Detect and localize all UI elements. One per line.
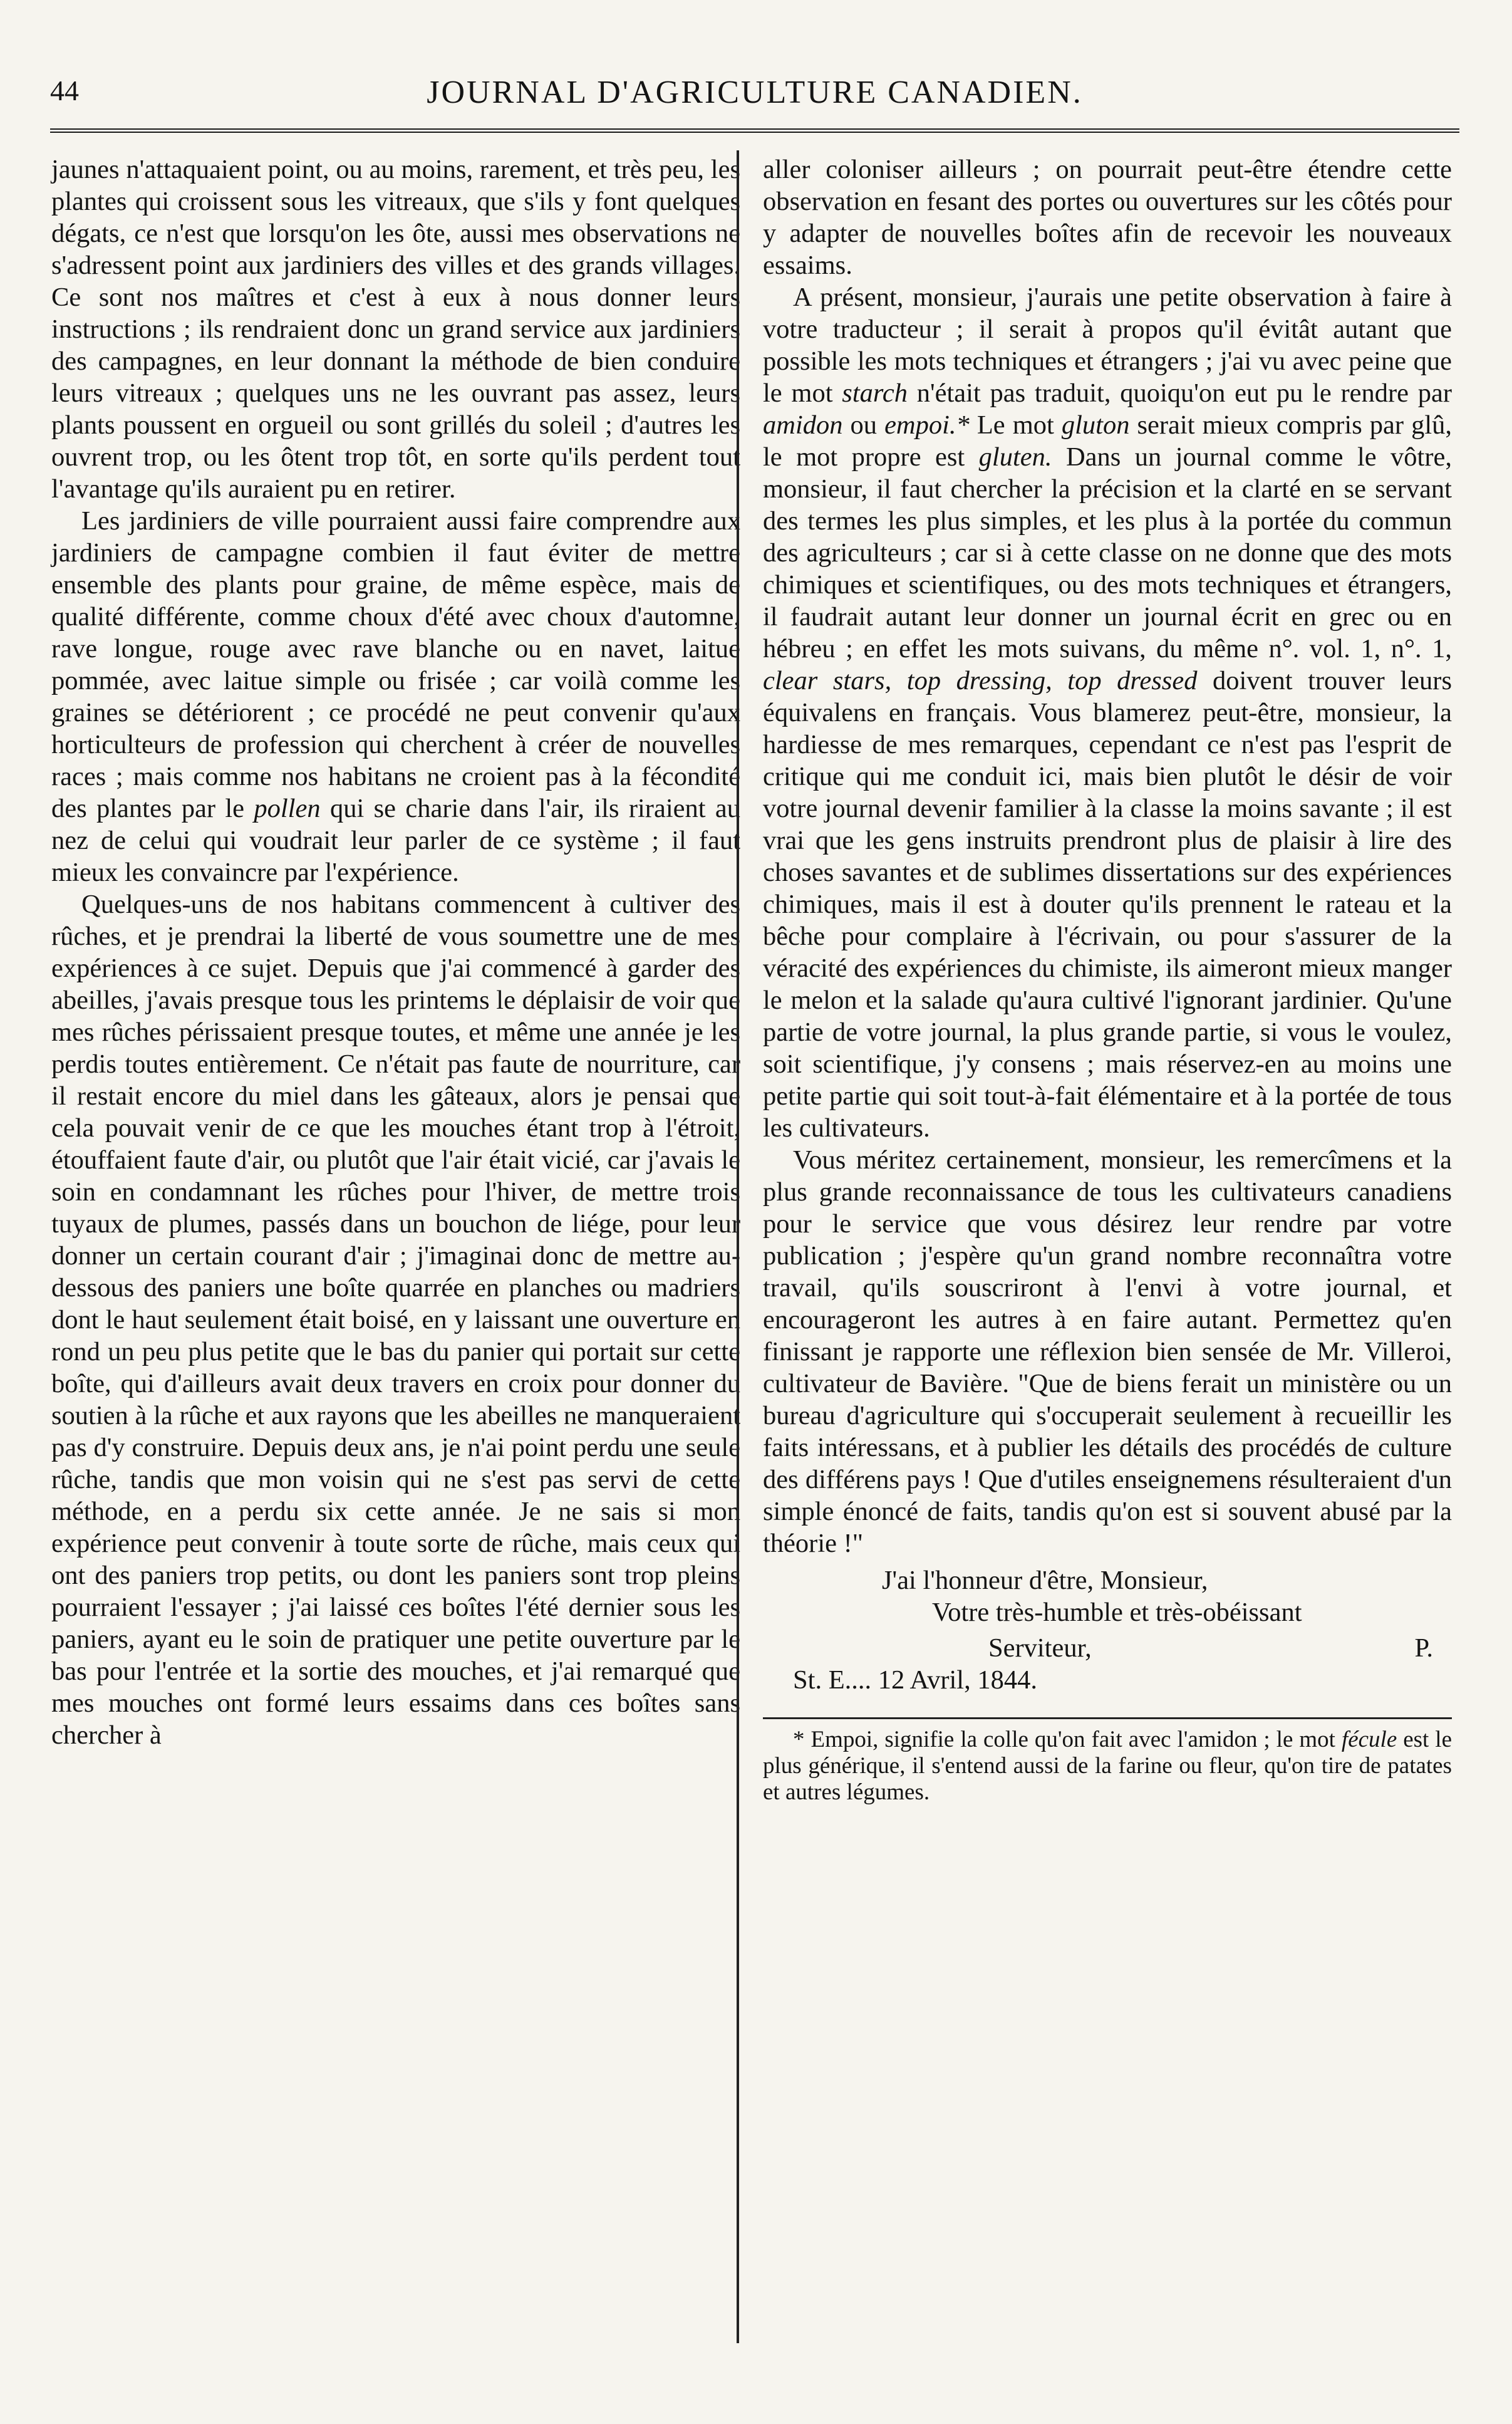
signature-row: [763, 1628, 1452, 1664]
italic-term: pollen: [254, 794, 321, 823]
column-divider: [737, 150, 739, 2343]
text: qui se charie dans l'air, ils riraient au nez de celui qui voudrait leur parler de ce système ; il faut mieux les convaincre par l'expérience.: [51, 794, 741, 887]
signature-block: [763, 1564, 1452, 1696]
paragraph: Vous méritez certainement, monsieur, les remercîmens et la plus grande reconnaissance de tous les cultivateurs canadiens pour le service que vous désirez leur rendre par votre publication ; j'espère qu'un grand nombre reconnaîtra votre travail, qu'ils souscriront à l'envi à votre journal, et encourageront les autres à en faire autant. Permettez qu'en finissant je rapporte une réflexion bien sensée de Mr. Villeroi, cultivateur de Bavière. "Que de biens ferait un ministère ou un bureau d'agriculture qui s'occuperait seulement à recueillir les faits intéressans, et à publier les détails des procédés de culture des différens pays ! Que d'utiles enseignemens résulteraient d'un simple énoncé de faits, tandis qu'on est si souvent abusé par la théorie !": [763, 1145, 1452, 1558]
text: est le plus générique, il s'entend aussi de la farine ou fleur, qu'on tire de patates et autres légumes.: [763, 1727, 1452, 1805]
text: Les jardiniers de ville pourraient aussi faire comprendre aux jardiniers de campagne combien il faut éviter de mettre ensemble des plants pour graine, de même espèce, mais de qualité différente, comme choux d'été avec choux d'automne, rave longue, rouge avec rave blanche ou en navet, laitue pommée, avec laitue simple ou frisée ; car voilà comme les graines se détériorent ; ce procédé ne peut convenir qu'aux horticulteurs de profession qui cherchent à créer de nouvelles races ; mais comme nos habitans ne croient pas à la fécondité des plantes par le: [51, 506, 740, 823]
text: serait mieux compris par glû, le mot propre est: [763, 410, 1452, 472]
signature-line: Votre très-humble et très-obéissant: [932, 1598, 1302, 1627]
text: * Empoi, signifie la colle qu'on fait avec l'amidon ; le mot: [793, 1727, 1335, 1752]
text: n'était pas traduit, quoiqu'on eut pu le rendre par: [916, 378, 1452, 408]
italic-term: gluton: [1061, 410, 1130, 440]
running-title: JOURNAL D'AGRICULTURE CANADIEN.: [427, 75, 1083, 110]
italic-term: gluten.: [978, 442, 1052, 472]
signature-line: Serviteur,: [988, 1633, 1092, 1663]
paragraph: [51, 505, 740, 888]
page-number: 44: [50, 75, 79, 107]
footnote: [763, 1727, 1452, 1806]
paragraph: Quelques-uns de nos habitans commencent à cultiver des rûches, et je prendrai la liberté de vous soumettre une de mes expériences à ce sujet. Depuis que j'ai commencé à garder des abeilles, j'avais presque tous les printems le déplaisir de voir que mes rûches périssaient presque toutes, et même une année je les perdis toutes entièrement. Ce n'était pas faute de nourriture, car il restait encore du miel dans les gâteaux, alors je pensai que cela pouvait venir de ce que les mouches étant trop à l'étroit, étouffaient faute d'air, ou plutôt que l'air était vicié, car j'avais le soin en condamnant les rûches pour l'hiver, de mettre trois tuyaux de plumes, passés dans un bouchon de liége, pour leur donner un certain courant d'air ; j'imaginai donc de mettre au-dessous des paniers une boîte quarrée en planches ou madriers dont le haut seulement était boisé, en y laissant une ouverture en rond un peu plus petite que le bas du panier qui portait sur cette boîte, qui d'ailleurs avait deux travers en croix pour donner du soutien à la rûche et aux rayons que les abeilles ne manqueraient pas d'y construire. Depuis deux ans, je n'ai point perdu une seule rûche, tandis que mon voisin qui ne s'est pas servi de cette méthode, en a perdu six cette année. Je ne sais si mon expérience peut convenir à toute sorte de rûche, mais ceux qui ont des paniers trop petits, ou dont les paniers sont trop pleins pourraient l'essayer ; j'ai laissé ces boîtes l'été dernier sous les paniers, ayant eu le soin de pratiquer une petite ouverture par le bas pour l'entrée et la sortie des mouches, et j'ai remarqué que mes mouches ont formé leurs essaims dans ces boîtes sans chercher à: [51, 890, 740, 1750]
header-rule: [50, 128, 1459, 133]
text: A présent, monsieur, j'aurais une petite observation à faire à votre traducteur ; il serait à propos qu'il évitât autant que possible les mots techniques et étrangers ; j'ai vu avec peine que le mot: [763, 283, 1452, 408]
signature-initial: P.: [1414, 1633, 1433, 1663]
italic-term: fécule: [1341, 1727, 1397, 1752]
text: Dans un journal comme le vôtre, monsieur, il faut chercher la précision et la clarté en se servant des termes les plus simples, et les plus à la portée du commun des agriculteurs ; car si à cette classe on ne donne que des mots chimiques et scientifiques, ou des mots techniques et étrangers, il faudrait autant leur donner un journal écrit en grec ou en hébreu ; en effet les mots suivans, du même n°. vol. 1, n°. 1,: [763, 442, 1452, 663]
signature-line: J'ai l'honneur d'être, Monsieur,: [882, 1566, 1208, 1595]
paragraph: [763, 281, 1452, 1144]
footnote-rule: [763, 1717, 1452, 1719]
text: ou: [850, 410, 878, 440]
right-column: [763, 153, 1452, 1806]
italic-term: empoi.*: [884, 410, 970, 440]
left-column: [51, 153, 740, 1751]
italic-term: starch: [842, 378, 908, 408]
paragraph: aller coloniser ailleurs ; on pourrait peut-être étendre cette observation en fesant des portes ou ouvertures sur les côtés pour y adapter de nouvelles boîtes afin de recevoir les nouveaux essaims.: [763, 155, 1452, 280]
page-header: [50, 69, 1459, 125]
dateline: St. E.... 12 Avril, 1844.: [793, 1665, 1037, 1695]
text: doivent trouver leurs équivalens en français. Vous blamerez peut-être, monsieur, la hardiesse de mes remarques, cependant ce n'est pas l'esprit de critique qui me conduit ici, mais bien plutôt le désir de voir votre journal devenir familier à la classe la moins savante ; il est vrai que les gens instruits prendront plus de plaisir à lire des choses savantes et de sublimes dissertations sur des expériences chimiques, mais il est à douter qu'ils prennent le rateau et la bêche pour complaire à l'écrivain, ou pour s'assurer de la véracité des expériences du chimiste, ils aimeront mieux manger le melon et la salade qu'aura cultivé l'ignorant jardinier. Qu'une partie de votre journal, la plus grande partie, si vous le voulez, soit scientifique, j'y consens ; mais réservez-en au moins une petite partie qui soit tout-à-fait élémentaire et à la portée de tous les cultivateurs.: [763, 666, 1452, 1143]
italic-term: amidon: [763, 410, 843, 440]
text: Le mot: [976, 410, 1054, 440]
paragraph: jaunes n'attaquaient point, ou au moins, rarement, et très peu, les plantes qui croissent sous les vitreaux, que s'ils y font quelques dégats, ce n'est que lorsqu'on les ôte, aussi mes observations ne s'adressent point aux jardiniers des villes et des grands villages. Ce sont nos maîtres et c'est à eux à nous donner leurs instructions ; ils rendraient donc un grand service aux jardiniers des campagnes, en leur donnant la méthode de bien conduire leurs vitreaux ; quelques uns ne les ouvrant pas assez, leurs plants poussent en orgueil ou sont grillés du soleil ; d'autres les ouvrent trop, ou les ôtent trop tôt, en sorte qu'ils perdent tout l'avantage qu'ils auraient pu en retirer.: [51, 155, 740, 504]
italic-term: clear stars, top dressing, top dressed: [763, 666, 1198, 695]
